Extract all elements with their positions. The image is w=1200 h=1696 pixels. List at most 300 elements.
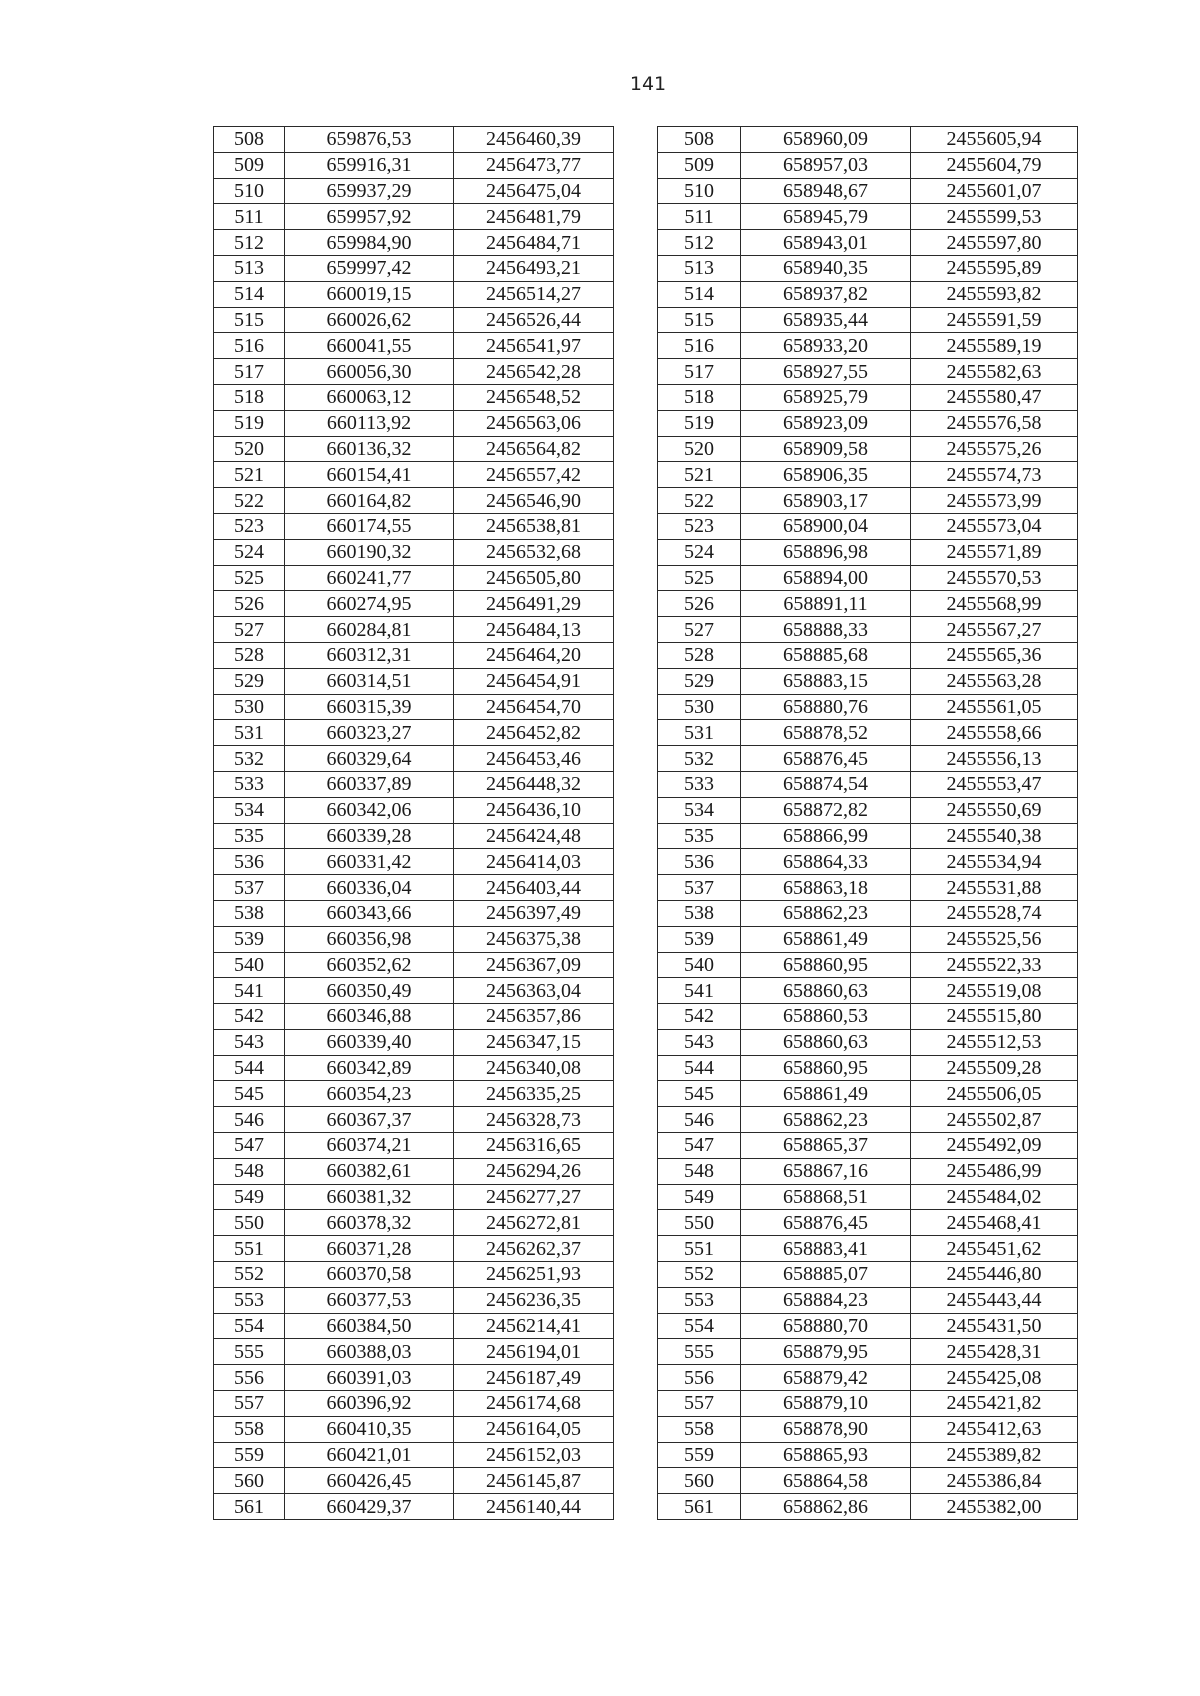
table-row bbox=[214, 1210, 1078, 1236]
y-coordinate-right: 2455486,99 bbox=[911, 1158, 1078, 1184]
x-coordinate-right: 658884,23 bbox=[741, 1287, 911, 1313]
x-coordinate-right: 658940,35 bbox=[741, 255, 911, 281]
y-coordinate-left: 2456505,80 bbox=[454, 565, 614, 591]
x-coordinate-right: 658880,70 bbox=[741, 1313, 911, 1339]
x-coordinate-right: 658860,63 bbox=[741, 1029, 911, 1055]
x-coordinate-left: 660374,21 bbox=[285, 1133, 454, 1159]
x-coordinate-left: 659957,92 bbox=[285, 204, 454, 230]
y-coordinate-right: 2455568,99 bbox=[911, 591, 1078, 617]
column-separator bbox=[614, 1055, 658, 1081]
point-number-right: 547 bbox=[658, 1133, 741, 1159]
x-coordinate-right: 658923,09 bbox=[741, 410, 911, 436]
column-separator bbox=[614, 591, 658, 617]
column-separator bbox=[614, 127, 658, 153]
x-coordinate-right: 658878,52 bbox=[741, 720, 911, 746]
table-row bbox=[214, 410, 1078, 436]
y-coordinate-left: 2456145,87 bbox=[454, 1468, 614, 1494]
column-separator bbox=[614, 875, 658, 901]
point-number-left: 510 bbox=[214, 178, 285, 204]
x-coordinate-right: 658865,93 bbox=[741, 1442, 911, 1468]
table-row bbox=[214, 307, 1078, 333]
x-coordinate-left: 660274,95 bbox=[285, 591, 454, 617]
y-coordinate-left: 2456194,01 bbox=[454, 1339, 614, 1365]
x-coordinate-left: 660391,03 bbox=[285, 1365, 454, 1391]
y-coordinate-right: 2455575,26 bbox=[911, 436, 1078, 462]
table-row bbox=[214, 462, 1078, 488]
column-separator bbox=[614, 1416, 658, 1442]
x-coordinate-left: 660371,28 bbox=[285, 1236, 454, 1262]
column-separator bbox=[614, 230, 658, 256]
point-number-right: 515 bbox=[658, 307, 741, 333]
column-separator bbox=[614, 281, 658, 307]
x-coordinate-right: 658935,44 bbox=[741, 307, 911, 333]
x-coordinate-right: 658865,37 bbox=[741, 1133, 911, 1159]
y-coordinate-left: 2456473,77 bbox=[454, 152, 614, 178]
coordinates-table bbox=[213, 126, 1078, 1520]
table-row bbox=[214, 539, 1078, 565]
column-separator bbox=[614, 823, 658, 849]
column-separator bbox=[614, 642, 658, 668]
y-coordinate-left: 2456460,39 bbox=[454, 127, 614, 153]
y-coordinate-right: 2455522,33 bbox=[911, 952, 1078, 978]
y-coordinate-left: 2456491,29 bbox=[454, 591, 614, 617]
column-separator bbox=[614, 178, 658, 204]
table-row bbox=[214, 1287, 1078, 1313]
x-coordinate-left: 660342,89 bbox=[285, 1055, 454, 1081]
point-number-right: 538 bbox=[658, 900, 741, 926]
y-coordinate-left: 2456357,86 bbox=[454, 1004, 614, 1030]
point-number-left: 520 bbox=[214, 436, 285, 462]
x-coordinate-left: 660346,88 bbox=[285, 1004, 454, 1030]
column-separator bbox=[614, 359, 658, 385]
column-separator bbox=[614, 513, 658, 539]
y-coordinate-left: 2456174,68 bbox=[454, 1391, 614, 1417]
point-number-left: 546 bbox=[214, 1107, 285, 1133]
y-coordinate-right: 2455421,82 bbox=[911, 1391, 1078, 1417]
x-coordinate-left: 660336,04 bbox=[285, 875, 454, 901]
point-number-right: 559 bbox=[658, 1442, 741, 1468]
x-coordinate-left: 660350,49 bbox=[285, 978, 454, 1004]
point-number-left: 513 bbox=[214, 255, 285, 281]
table-row bbox=[214, 1055, 1078, 1081]
table-row bbox=[214, 694, 1078, 720]
point-number-left: 518 bbox=[214, 384, 285, 410]
y-coordinate-right: 2455580,47 bbox=[911, 384, 1078, 410]
table-row bbox=[214, 823, 1078, 849]
y-coordinate-right: 2455604,79 bbox=[911, 152, 1078, 178]
x-coordinate-right: 658900,04 bbox=[741, 513, 911, 539]
point-number-right: 520 bbox=[658, 436, 741, 462]
column-separator bbox=[614, 1210, 658, 1236]
x-coordinate-left: 660019,15 bbox=[285, 281, 454, 307]
y-coordinate-right: 2455574,73 bbox=[911, 462, 1078, 488]
point-number-right: 532 bbox=[658, 746, 741, 772]
point-number-right: 549 bbox=[658, 1184, 741, 1210]
x-coordinate-left: 660356,98 bbox=[285, 926, 454, 952]
column-separator bbox=[614, 488, 658, 514]
point-number-left: 537 bbox=[214, 875, 285, 901]
x-coordinate-left: 660056,30 bbox=[285, 359, 454, 385]
x-coordinate-right: 658943,01 bbox=[741, 230, 911, 256]
table-row bbox=[214, 1004, 1078, 1030]
x-coordinate-right: 658891,11 bbox=[741, 591, 911, 617]
column-separator bbox=[614, 1262, 658, 1288]
point-number-left: 524 bbox=[214, 539, 285, 565]
y-coordinate-right: 2455540,38 bbox=[911, 823, 1078, 849]
point-number-left: 556 bbox=[214, 1365, 285, 1391]
point-number-right: 514 bbox=[658, 281, 741, 307]
point-number-right: 518 bbox=[658, 384, 741, 410]
x-coordinate-right: 658909,58 bbox=[741, 436, 911, 462]
point-number-left: 543 bbox=[214, 1029, 285, 1055]
y-coordinate-right: 2455534,94 bbox=[911, 849, 1078, 875]
y-coordinate-right: 2455506,05 bbox=[911, 1081, 1078, 1107]
column-separator bbox=[614, 720, 658, 746]
x-coordinate-right: 658894,00 bbox=[741, 565, 911, 591]
x-coordinate-right: 658863,18 bbox=[741, 875, 911, 901]
y-coordinate-right: 2455531,88 bbox=[911, 875, 1078, 901]
y-coordinate-left: 2456454,70 bbox=[454, 694, 614, 720]
y-coordinate-right: 2455468,41 bbox=[911, 1210, 1078, 1236]
y-coordinate-right: 2455528,74 bbox=[911, 900, 1078, 926]
point-number-right: 525 bbox=[658, 565, 741, 591]
table-row bbox=[214, 1262, 1078, 1288]
x-coordinate-left: 660396,92 bbox=[285, 1391, 454, 1417]
y-coordinate-left: 2456424,48 bbox=[454, 823, 614, 849]
table-row bbox=[214, 230, 1078, 256]
point-number-left: 538 bbox=[214, 900, 285, 926]
point-number-left: 545 bbox=[214, 1081, 285, 1107]
table-row bbox=[214, 668, 1078, 694]
y-coordinate-left: 2456277,27 bbox=[454, 1184, 614, 1210]
y-coordinate-right: 2455582,63 bbox=[911, 359, 1078, 385]
y-coordinate-left: 2456526,44 bbox=[454, 307, 614, 333]
x-coordinate-right: 658868,51 bbox=[741, 1184, 911, 1210]
point-number-left: 535 bbox=[214, 823, 285, 849]
x-coordinate-right: 658896,98 bbox=[741, 539, 911, 565]
y-coordinate-right: 2455591,59 bbox=[911, 307, 1078, 333]
table-row bbox=[214, 849, 1078, 875]
point-number-right: 508 bbox=[658, 127, 741, 153]
x-coordinate-left: 660190,32 bbox=[285, 539, 454, 565]
table-body bbox=[214, 127, 1078, 1520]
table-row bbox=[214, 978, 1078, 1004]
point-number-left: 515 bbox=[214, 307, 285, 333]
x-coordinate-left: 660063,12 bbox=[285, 384, 454, 410]
x-coordinate-left: 660410,35 bbox=[285, 1416, 454, 1442]
y-coordinate-left: 2456452,82 bbox=[454, 720, 614, 746]
y-coordinate-right: 2455492,09 bbox=[911, 1133, 1078, 1159]
point-number-left: 517 bbox=[214, 359, 285, 385]
point-number-left: 551 bbox=[214, 1236, 285, 1262]
point-number-left: 540 bbox=[214, 952, 285, 978]
x-coordinate-right: 658957,03 bbox=[741, 152, 911, 178]
x-coordinate-right: 658960,09 bbox=[741, 127, 911, 153]
point-number-left: 536 bbox=[214, 849, 285, 875]
table-row bbox=[214, 642, 1078, 668]
point-number-right: 540 bbox=[658, 952, 741, 978]
column-separator bbox=[614, 1313, 658, 1339]
x-coordinate-right: 658864,58 bbox=[741, 1468, 911, 1494]
y-coordinate-left: 2456464,20 bbox=[454, 642, 614, 668]
table-row bbox=[214, 771, 1078, 797]
point-number-right: 524 bbox=[658, 539, 741, 565]
table-row bbox=[214, 127, 1078, 153]
table-row bbox=[214, 281, 1078, 307]
point-number-right: 541 bbox=[658, 978, 741, 1004]
x-coordinate-left: 660154,41 bbox=[285, 462, 454, 488]
column-separator bbox=[614, 1029, 658, 1055]
point-number-left: 559 bbox=[214, 1442, 285, 1468]
y-coordinate-right: 2455593,82 bbox=[911, 281, 1078, 307]
table-row bbox=[214, 720, 1078, 746]
y-coordinate-right: 2455570,53 bbox=[911, 565, 1078, 591]
y-coordinate-left: 2456541,97 bbox=[454, 333, 614, 359]
point-number-left: 555 bbox=[214, 1339, 285, 1365]
point-number-left: 523 bbox=[214, 513, 285, 539]
x-coordinate-right: 658876,45 bbox=[741, 746, 911, 772]
table-row bbox=[214, 1029, 1078, 1055]
y-coordinate-right: 2455412,63 bbox=[911, 1416, 1078, 1442]
x-coordinate-right: 658864,33 bbox=[741, 849, 911, 875]
x-coordinate-left: 660381,32 bbox=[285, 1184, 454, 1210]
x-coordinate-right: 658937,82 bbox=[741, 281, 911, 307]
y-coordinate-right: 2455425,08 bbox=[911, 1365, 1078, 1391]
y-coordinate-left: 2456272,81 bbox=[454, 1210, 614, 1236]
y-coordinate-left: 2456414,03 bbox=[454, 849, 614, 875]
table-row bbox=[214, 926, 1078, 952]
point-number-right: 550 bbox=[658, 1210, 741, 1236]
x-coordinate-right: 658866,99 bbox=[741, 823, 911, 849]
column-separator bbox=[614, 1158, 658, 1184]
y-coordinate-left: 2456564,82 bbox=[454, 436, 614, 462]
point-number-left: 554 bbox=[214, 1313, 285, 1339]
x-coordinate-left: 660041,55 bbox=[285, 333, 454, 359]
y-coordinate-right: 2455589,19 bbox=[911, 333, 1078, 359]
y-coordinate-right: 2455573,04 bbox=[911, 513, 1078, 539]
table-row bbox=[214, 436, 1078, 462]
x-coordinate-right: 658860,95 bbox=[741, 952, 911, 978]
table-row bbox=[214, 178, 1078, 204]
x-coordinate-right: 658903,17 bbox=[741, 488, 911, 514]
y-coordinate-left: 2456164,05 bbox=[454, 1416, 614, 1442]
x-coordinate-right: 658860,53 bbox=[741, 1004, 911, 1030]
y-coordinate-right: 2455386,84 bbox=[911, 1468, 1078, 1494]
y-coordinate-right: 2455389,82 bbox=[911, 1442, 1078, 1468]
y-coordinate-right: 2455550,69 bbox=[911, 797, 1078, 823]
x-coordinate-left: 660370,58 bbox=[285, 1262, 454, 1288]
point-number-right: 557 bbox=[658, 1391, 741, 1417]
point-number-right: 558 bbox=[658, 1416, 741, 1442]
point-number-right: 556 bbox=[658, 1365, 741, 1391]
point-number-left: 550 bbox=[214, 1210, 285, 1236]
y-coordinate-right: 2455563,28 bbox=[911, 668, 1078, 694]
point-number-right: 513 bbox=[658, 255, 741, 281]
table-row bbox=[214, 1107, 1078, 1133]
y-coordinate-right: 2455431,50 bbox=[911, 1313, 1078, 1339]
column-separator bbox=[614, 204, 658, 230]
x-coordinate-left: 660339,28 bbox=[285, 823, 454, 849]
column-separator bbox=[614, 900, 658, 926]
column-separator bbox=[614, 410, 658, 436]
column-separator bbox=[614, 1081, 658, 1107]
x-coordinate-left: 660323,27 bbox=[285, 720, 454, 746]
y-coordinate-left: 2456493,21 bbox=[454, 255, 614, 281]
y-coordinate-right: 2455571,89 bbox=[911, 539, 1078, 565]
x-coordinate-right: 658945,79 bbox=[741, 204, 911, 230]
point-number-left: 516 bbox=[214, 333, 285, 359]
x-coordinate-left: 659876,53 bbox=[285, 127, 454, 153]
y-coordinate-left: 2456187,49 bbox=[454, 1365, 614, 1391]
x-coordinate-left: 660367,37 bbox=[285, 1107, 454, 1133]
y-coordinate-right: 2455502,87 bbox=[911, 1107, 1078, 1133]
point-number-right: 537 bbox=[658, 875, 741, 901]
y-coordinate-left: 2456397,49 bbox=[454, 900, 614, 926]
x-coordinate-left: 660284,81 bbox=[285, 617, 454, 643]
y-coordinate-right: 2455382,00 bbox=[911, 1494, 1078, 1520]
column-separator bbox=[614, 1442, 658, 1468]
x-coordinate-right: 658861,49 bbox=[741, 926, 911, 952]
point-number-left: 549 bbox=[214, 1184, 285, 1210]
x-coordinate-left: 660343,66 bbox=[285, 900, 454, 926]
point-number-left: 530 bbox=[214, 694, 285, 720]
column-separator bbox=[614, 152, 658, 178]
table-row bbox=[214, 359, 1078, 385]
y-coordinate-left: 2456475,04 bbox=[454, 178, 614, 204]
point-number-left: 529 bbox=[214, 668, 285, 694]
point-number-left: 541 bbox=[214, 978, 285, 1004]
y-coordinate-right: 2455525,56 bbox=[911, 926, 1078, 952]
x-coordinate-right: 658906,35 bbox=[741, 462, 911, 488]
x-coordinate-left: 660136,32 bbox=[285, 436, 454, 462]
y-coordinate-left: 2456548,52 bbox=[454, 384, 614, 410]
point-number-right: 522 bbox=[658, 488, 741, 514]
y-coordinate-right: 2455601,07 bbox=[911, 178, 1078, 204]
table-row bbox=[214, 1365, 1078, 1391]
column-separator bbox=[614, 436, 658, 462]
table-row bbox=[214, 1494, 1078, 1520]
x-coordinate-left: 660382,61 bbox=[285, 1158, 454, 1184]
y-coordinate-right: 2455484,02 bbox=[911, 1184, 1078, 1210]
point-number-left: 542 bbox=[214, 1004, 285, 1030]
y-coordinate-left: 2456328,73 bbox=[454, 1107, 614, 1133]
x-coordinate-left: 660342,06 bbox=[285, 797, 454, 823]
point-number-left: 553 bbox=[214, 1287, 285, 1313]
column-separator bbox=[614, 926, 658, 952]
x-coordinate-right: 658879,95 bbox=[741, 1339, 911, 1365]
column-separator bbox=[614, 978, 658, 1004]
y-coordinate-right: 2455519,08 bbox=[911, 978, 1078, 1004]
column-separator bbox=[614, 1184, 658, 1210]
table-row bbox=[214, 617, 1078, 643]
y-coordinate-left: 2456340,08 bbox=[454, 1055, 614, 1081]
column-separator bbox=[614, 1004, 658, 1030]
point-number-left: 512 bbox=[214, 230, 285, 256]
point-number-left: 519 bbox=[214, 410, 285, 436]
point-number-right: 551 bbox=[658, 1236, 741, 1262]
y-coordinate-right: 2455428,31 bbox=[911, 1339, 1078, 1365]
x-coordinate-left: 660164,82 bbox=[285, 488, 454, 514]
column-separator bbox=[614, 617, 658, 643]
y-coordinate-left: 2456453,46 bbox=[454, 746, 614, 772]
column-separator bbox=[614, 849, 658, 875]
column-separator bbox=[614, 307, 658, 333]
point-number-left: 525 bbox=[214, 565, 285, 591]
y-coordinate-left: 2456403,44 bbox=[454, 875, 614, 901]
y-coordinate-right: 2455509,28 bbox=[911, 1055, 1078, 1081]
column-separator bbox=[614, 255, 658, 281]
point-number-right: 543 bbox=[658, 1029, 741, 1055]
table-row bbox=[214, 1442, 1078, 1468]
x-coordinate-left: 660429,37 bbox=[285, 1494, 454, 1520]
y-coordinate-left: 2456152,03 bbox=[454, 1442, 614, 1468]
x-coordinate-right: 658862,86 bbox=[741, 1494, 911, 1520]
table-row bbox=[214, 565, 1078, 591]
y-coordinate-right: 2455553,47 bbox=[911, 771, 1078, 797]
y-coordinate-left: 2456140,44 bbox=[454, 1494, 614, 1520]
point-number-right: 519 bbox=[658, 410, 741, 436]
y-coordinate-right: 2455567,27 bbox=[911, 617, 1078, 643]
table-row bbox=[214, 1133, 1078, 1159]
y-coordinate-left: 2456448,32 bbox=[454, 771, 614, 797]
y-coordinate-left: 2456454,91 bbox=[454, 668, 614, 694]
table-row bbox=[214, 1313, 1078, 1339]
column-separator bbox=[614, 1107, 658, 1133]
x-coordinate-left: 660026,62 bbox=[285, 307, 454, 333]
table-row bbox=[214, 384, 1078, 410]
x-coordinate-right: 658883,41 bbox=[741, 1236, 911, 1262]
x-coordinate-left: 659984,90 bbox=[285, 230, 454, 256]
y-coordinate-right: 2455512,53 bbox=[911, 1029, 1078, 1055]
point-number-left: 534 bbox=[214, 797, 285, 823]
point-number-left: 522 bbox=[214, 488, 285, 514]
x-coordinate-right: 658880,76 bbox=[741, 694, 911, 720]
x-coordinate-left: 660312,31 bbox=[285, 642, 454, 668]
y-coordinate-left: 2456294,26 bbox=[454, 1158, 614, 1184]
table-row bbox=[214, 204, 1078, 230]
x-coordinate-right: 658860,95 bbox=[741, 1055, 911, 1081]
x-coordinate-left: 660426,45 bbox=[285, 1468, 454, 1494]
column-separator bbox=[614, 797, 658, 823]
x-coordinate-left: 659997,42 bbox=[285, 255, 454, 281]
column-separator bbox=[614, 1287, 658, 1313]
y-coordinate-right: 2455451,62 bbox=[911, 1236, 1078, 1262]
point-number-right: 542 bbox=[658, 1004, 741, 1030]
table-row bbox=[214, 1081, 1078, 1107]
point-number-right: 516 bbox=[658, 333, 741, 359]
table-row bbox=[214, 797, 1078, 823]
x-coordinate-left: 660113,92 bbox=[285, 410, 454, 436]
y-coordinate-left: 2456484,71 bbox=[454, 230, 614, 256]
y-coordinate-left: 2456532,68 bbox=[454, 539, 614, 565]
x-coordinate-right: 658867,16 bbox=[741, 1158, 911, 1184]
point-number-right: 545 bbox=[658, 1081, 741, 1107]
y-coordinate-right: 2455597,80 bbox=[911, 230, 1078, 256]
table-row bbox=[214, 591, 1078, 617]
point-number-right: 517 bbox=[658, 359, 741, 385]
y-coordinate-left: 2456436,10 bbox=[454, 797, 614, 823]
table-row bbox=[214, 152, 1078, 178]
y-coordinate-left: 2456335,25 bbox=[454, 1081, 614, 1107]
column-separator bbox=[614, 668, 658, 694]
point-number-right: 539 bbox=[658, 926, 741, 952]
x-coordinate-left: 660337,89 bbox=[285, 771, 454, 797]
table-row bbox=[214, 746, 1078, 772]
x-coordinate-right: 658862,23 bbox=[741, 900, 911, 926]
point-number-right: 531 bbox=[658, 720, 741, 746]
x-coordinate-left: 660352,62 bbox=[285, 952, 454, 978]
y-coordinate-left: 2456363,04 bbox=[454, 978, 614, 1004]
